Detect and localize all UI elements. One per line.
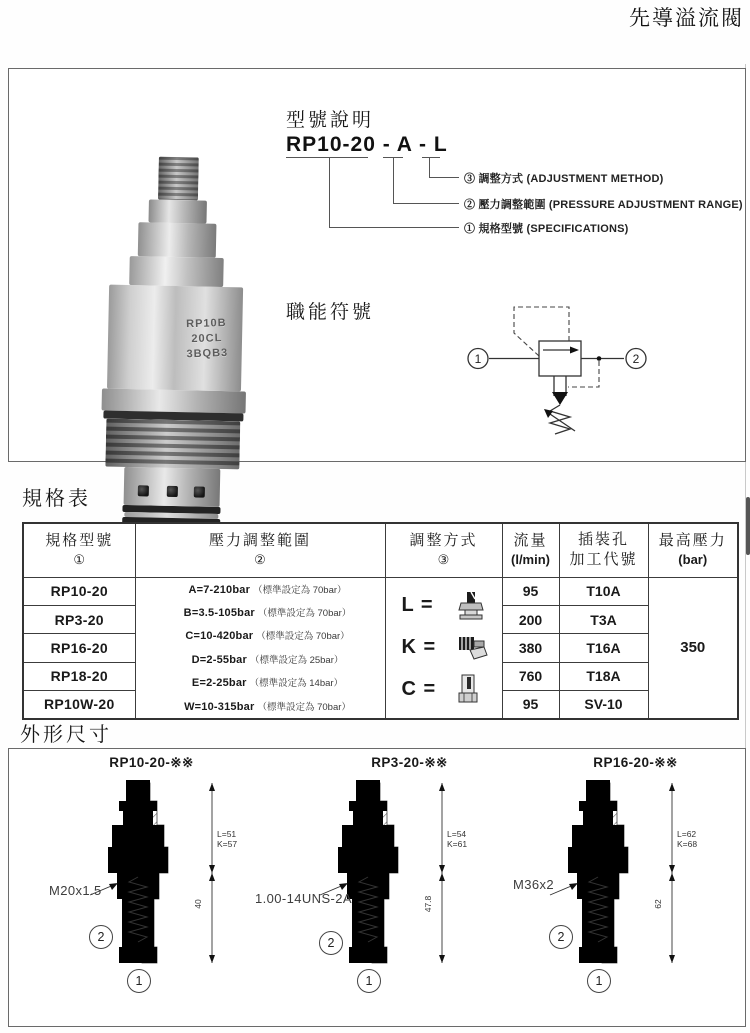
adjustment-k-label: K = <box>401 636 437 659</box>
callout-adjustment-method: ③ 調整方式 (ADJUSTMENT METHOD) <box>464 173 664 185</box>
model-cell: RP10-20 <box>23 577 135 605</box>
table-row <box>23 577 738 605</box>
thread-label: 1.00-14UNS-2A <box>255 891 352 906</box>
dimension-drawing <box>255 753 494 1021</box>
dimensions-heading: 外形尺寸 <box>20 724 112 746</box>
drawing-title: RP10-20-※※ <box>109 755 194 770</box>
spec-table-heading: 規格表 <box>22 488 91 510</box>
drawing-title: RP3-20-※※ <box>371 755 448 770</box>
callout-lead-3 <box>429 177 459 178</box>
photo-hex-body <box>107 285 243 391</box>
page-title: 先導溢流閥 <box>629 7 744 30</box>
callout-lead-2 <box>393 203 459 204</box>
valve-cross-section <box>534 777 694 1002</box>
photo-adapter <box>138 222 217 258</box>
adjust-screw-icon <box>458 591 484 621</box>
spec-table <box>22 522 739 720</box>
model-section-heading: 型號說明 <box>286 110 375 131</box>
model-cell: RP3-20 <box>23 605 135 633</box>
flow-cell: 95 <box>502 577 559 605</box>
port-1-label: 1 <box>474 352 482 366</box>
callout-drop-2 <box>393 157 394 203</box>
port-1-callout: 1 <box>127 969 151 993</box>
flow-cell: 200 <box>502 605 559 633</box>
flow-cell: 95 <box>502 691 559 719</box>
drawing-title: RP16-20-※※ <box>593 755 678 770</box>
dimension-drawing <box>39 753 264 1021</box>
header-max-pressure: 最高壓力 (bar) <box>648 523 738 577</box>
height-dimension: 40 <box>193 899 203 909</box>
model-code: RP10-20 - A - L <box>286 133 448 156</box>
adjustment-cap-label: C = <box>401 678 437 701</box>
port-2-callout: 2 <box>549 925 573 949</box>
underline-spec <box>286 157 368 158</box>
cavity-cell: T16A <box>559 634 648 662</box>
flow-arrow <box>570 347 579 354</box>
header-adjustment: 調整方式 ③ <box>385 523 502 577</box>
poppet-triangle <box>552 392 568 405</box>
spring-symbol <box>550 405 570 434</box>
photo-stem <box>158 157 199 201</box>
dimension-drawing <box>499 753 724 1021</box>
thread-label: M36x2 <box>513 877 555 892</box>
photo-nose <box>124 467 221 507</box>
thread-label: M20x1.5 <box>49 883 102 898</box>
model-cell: RP18-20 <box>23 662 135 690</box>
lk-dimension: L=62 K=68 <box>677 829 698 849</box>
drain-line-dashed <box>568 361 599 387</box>
photo-step <box>129 256 224 287</box>
flow-cell: 760 <box>502 662 559 690</box>
header-pressure-range: 壓力調整範圍 ② <box>135 523 385 577</box>
port-1-callout: 1 <box>357 969 381 993</box>
cavity-cell: T10A <box>559 577 648 605</box>
pressure-range-cell: A=7-210bar （標準設定為 70bar） B=3.5-105bar （標準設定為 70bar） C=10-420bar （標準設定為 70bar） D=2-55bar （標準設定為 25bar） E=2-25bar （標準設定為 14bar） W=10-315bar （標準設定為 70bar） <box>135 577 385 719</box>
junction-dot <box>597 356 602 361</box>
scan-binding-mark <box>746 497 750 555</box>
adjust-knob-icon <box>458 635 488 661</box>
max-pressure-cell: 350 <box>648 577 738 719</box>
adjustment-l-label: L = <box>401 594 434 617</box>
flow-cell: 380 <box>502 634 559 662</box>
photo-port-hole <box>167 486 178 497</box>
valve-photo <box>79 155 271 527</box>
port-2-callout: 2 <box>89 925 113 949</box>
pilot-line-dashed <box>514 307 569 356</box>
lk-dimension: L=54 K=61 <box>447 829 468 849</box>
valve-envelope <box>539 341 581 376</box>
photo-locknut <box>148 200 206 224</box>
callout-drop-3 <box>429 157 430 177</box>
height-dimension: 47.8 <box>423 895 433 913</box>
header-flow: 流量 (l/min) <box>502 523 559 577</box>
callout-specifications: ① 規格型號 (SPECIFICATIONS) <box>464 223 629 235</box>
cavity-cell: SV-10 <box>559 691 648 719</box>
port-2-label: 2 <box>632 352 640 366</box>
underline-method <box>422 157 440 158</box>
valve-cross-section <box>304 777 464 1002</box>
callout-pressure-range: ② 壓力調整範圍 (PRESSURE ADJUSTMENT RANGE) <box>464 199 743 211</box>
overview-panel <box>8 68 746 462</box>
port-2-callout: 2 <box>319 931 343 955</box>
cavity-cell: T3A <box>559 605 648 633</box>
adjust-cap-icon <box>458 674 478 706</box>
photo-port-hole <box>138 485 149 496</box>
height-dimension: 62 <box>653 899 663 909</box>
model-cell: RP16-20 <box>23 634 135 662</box>
header-cavity: 插裝孔 加工代號 <box>559 523 648 577</box>
photo-threaded-section <box>105 418 240 469</box>
cavity-cell: T18A <box>559 662 648 690</box>
hydraulic-symbol <box>451 297 681 437</box>
adjustment-cell <box>385 577 502 719</box>
dimensions-panel <box>8 748 746 1027</box>
photo-port-hole <box>194 487 205 498</box>
callout-lead-1 <box>329 227 459 228</box>
header-model: 規格型號 ① <box>23 523 135 577</box>
lk-dimension: L=51 K=57 <box>217 829 238 849</box>
photo-collar <box>102 388 246 413</box>
port-1-callout: 1 <box>587 969 611 993</box>
model-cell: RP10W-20 <box>23 691 135 719</box>
photo-stamp-text: RP10B 20CL 3BQB3 <box>186 317 229 361</box>
symbol-section-heading: 職能符號 <box>286 302 375 323</box>
callout-drop-1 <box>329 157 330 227</box>
